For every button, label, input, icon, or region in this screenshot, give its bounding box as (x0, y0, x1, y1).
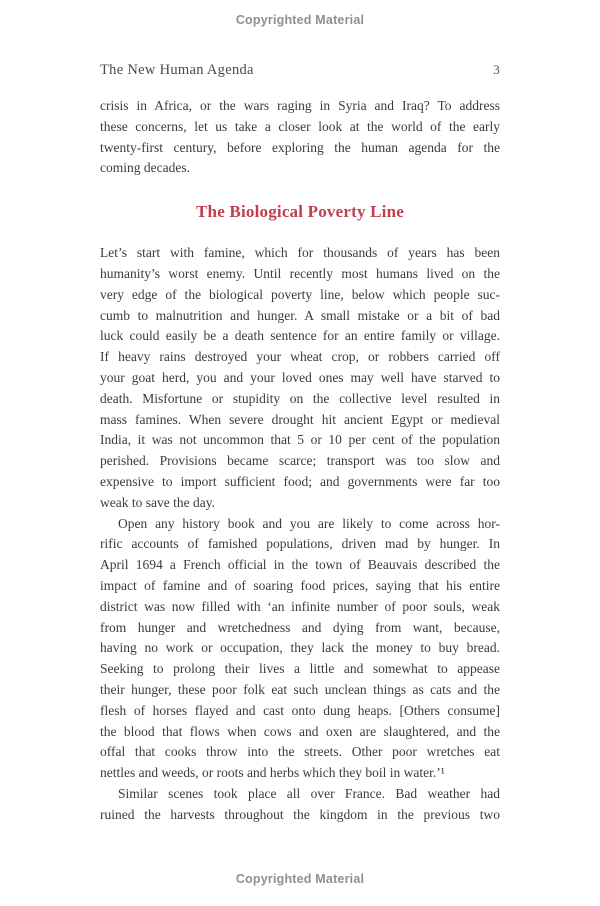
text-line: cumb to malnutrition and hunger. A small mistake or a bit of bad (100, 307, 500, 323)
text-line: coming decades. (100, 160, 190, 176)
text-line: impact of famine and of soaring food prices, saying that his entire (100, 577, 500, 593)
running-header (100, 62, 500, 79)
text-line: weak to save the day. (100, 494, 215, 510)
text-line: crisis in Africa, or the wars raging in Syria and Iraq? To address (100, 98, 500, 113)
text-line: humanity’s worst enemy. Until recently most humans lived on the (100, 265, 500, 281)
running-header-title: The New Human Agenda (100, 62, 254, 78)
text-line: district was now filled with ‘an infinite number of poor souls, weak (100, 598, 500, 614)
text-line: rific accounts of famished populations, driven mad by hunger. In (100, 536, 500, 552)
text-line: death. Misfortune or stupidity on the collective level resulted in (100, 390, 500, 406)
text-line: perished. Provisions became scarce; transport was too slow and (100, 453, 500, 469)
text-line: having no work or occupation, they lack the money to buy bread. (100, 640, 500, 656)
text-line: these concerns, let us take a closer look at the world of the early (100, 118, 500, 134)
text-line: If heavy rains destroyed your wheat crop, or robbers carried off (100, 349, 500, 365)
paragraph-similar-scenes (100, 784, 500, 826)
paragraph-intro (100, 96, 500, 179)
text-line: ruined the harvests throughout the kingdom in the previous two (100, 806, 500, 822)
text-line: mass famines. When severe drought hit ancient Egypt or medieval (100, 411, 500, 427)
page-number: 3 (493, 62, 500, 77)
text-line: the blood that flows when cows and oxen are slaughtered, and the (100, 723, 500, 739)
text-line: Open any history book and you are likely to come across hor- (118, 515, 500, 531)
text-line: India, it was not uncommon that 5 or 10 per cent of the population (100, 432, 500, 448)
text-line: expensive to import sufficient food; and governments were far too (100, 473, 500, 489)
text-line: flesh of horses flayed and cast onto dung heaps. [Others consume] (100, 702, 500, 718)
watermark-top: Copyrighted Material (235, 13, 365, 27)
text-line: Seeking to prolong their lives a little and somewhat to appease (100, 661, 500, 677)
text-line: their hunger, these poor folk eat such unclean things as cats and the (100, 681, 500, 697)
text-line: from hunger and wretchedness and dying from want, because, (100, 619, 500, 635)
body-text (100, 96, 500, 826)
text-line: your goat herd, you and your loved ones may well have starved to (100, 369, 500, 385)
watermark-bottom: Copyrighted Material (235, 872, 365, 886)
paragraph-famine (100, 243, 500, 513)
paragraph-history-book (100, 514, 500, 784)
text-line: April 1694 a French official in the town of Beauvais described the (100, 557, 500, 573)
text-line: luck could easily be a death sentence for an entire family or village. (100, 328, 500, 344)
text-line: Similar scenes took place all over France. Bad weather had (118, 785, 500, 801)
text-line: offal that cooks throw into the streets. Other poor wretches eat (100, 744, 500, 760)
text-line: nettles and weeds, or roots and herbs which they boil in water.’¹ (100, 765, 445, 781)
text-line: very edge of the biological poverty line, below which people suc- (100, 286, 500, 302)
text-line: twenty-first century, before exploring the human agenda for the (100, 139, 500, 155)
text-line: Let’s start with famine, which for thousands of years has been (100, 245, 500, 261)
section-heading: The Biological Poverty Line (196, 202, 404, 222)
